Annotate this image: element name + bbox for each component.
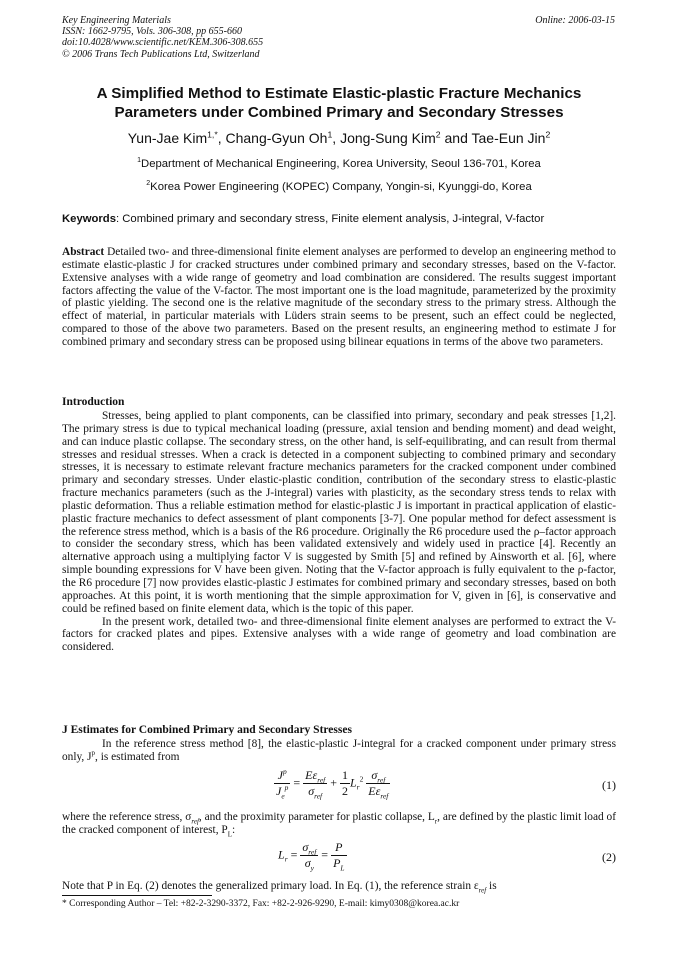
paper-title: A Simplified Method to Estimate Elastic-plastic Fracture Mechanics Parameters under Combined Primary and Secondary Stresses xyxy=(96,85,582,121)
abstract-text: Detailed two- and three-dimensional finite element analyses are performed to develop an engineering method to estimate elastic-plastic J for cracked structures under combined primary and secondary stresses, based on the V-factor. Extensive analyses with a wide range of geometry and load combination are considered. The results suggest important factors affecting the value of the V-factor. The most important one is the load magnitude, parameterized by the proximity of plastic yielding. The second one is the relative magnitude of the secondary stress to the primary stress. Although the effect of material, in particular materials with Lüders strain seems to be present, such an effect could be neglected, compared to those of the above two parameters. Based on the present results, an engineering method to estimate J for combined primary and secondary stress can be proposed using bilinear equations in terms of the above two parameters. xyxy=(62,246,616,348)
author-name: Jong-Sung Kim xyxy=(340,130,436,146)
author-name: Yun-Jae Kim xyxy=(127,130,208,146)
affiliation-2 xyxy=(62,181,616,193)
section-text: : xyxy=(231,823,236,836)
affiliation-sup: 2 xyxy=(146,180,151,188)
author-sup: 1,* xyxy=(207,129,218,140)
keywords-text: : Combined primary and secondary stress, Finite element analysis, J-integral, V-factor xyxy=(116,213,545,225)
footnote: * Corresponding Author – Tel: +82-2-3290-3372, Fax: +82-2-926-9290, E-mail: kimy0308@korea.ac.kr xyxy=(62,899,460,909)
author-list: Yun-Jae Kim$^{1,*}$, Chang-Gyun Oh$^1$, Jong-Sung Kim$^2$ and Tae-Eun Jin$^2$ xyxy=(127,129,551,146)
keywords-label: Keywords xyxy=(62,213,116,225)
section-heading: J Estimates for Combined Primary and Secondary Stresses xyxy=(62,724,352,736)
paragraph: In the present work, detailed two- and three-dimensional finite element analyses are performed to extract the V-factors for cracked plates and pipes. Extensive analyses with a wide range of geometry and load combination are considered. xyxy=(62,615,616,654)
section-sub: L xyxy=(227,830,232,839)
abstract-label: Abstract xyxy=(62,246,105,258)
section-text: In the reference stress method [8], the elastic-plastic J-integral for a cracked component under primary stress only, J xyxy=(62,738,616,763)
section-text: Note that P in Eq. (2) denotes the generalized primary load. In Eq. (1), the reference strain ε xyxy=(62,880,479,892)
header-line: © 2006 Trans Tech Publications Ltd, Switzerland xyxy=(62,48,260,60)
affiliation-1 xyxy=(62,158,616,170)
section-text: , is estimated from xyxy=(95,750,180,763)
header-line: doi:10.4028/www.scientific.net/KEM.306-308.655 xyxy=(62,37,264,49)
section-sub: ref xyxy=(191,817,199,826)
equation-number: (1) xyxy=(602,778,616,792)
section-sub: ref xyxy=(478,886,487,895)
section-sub: r xyxy=(434,817,438,826)
author-sup: 2 xyxy=(435,129,441,140)
online-date: Online: 2006-03-15 xyxy=(535,15,615,26)
introduction-body xyxy=(62,410,616,654)
author-sup: 2 xyxy=(545,129,551,140)
introduction-heading: Introduction xyxy=(62,396,125,408)
author-and: and xyxy=(440,130,472,146)
paragraph: Stresses, being applied to plant components, can be classified into primary, secondary and peak stresses [1,2]. The primary stress is due to typical mechanical loading (pressure, axial tension and bending moment) and dead weight, and can induce plastic collapse. The secondary stress, on the other hand, is self-equilibrating, and can result from thermal stresses and residual stresses. When a crack is detected in a component subjecting to combined primary and secondary stresses, it is necessary to estimate relevant fracture mechanics parameters for the cracked component under combined primary and secondary stresses. Under elastic-plastic condition, contribution of the secondary stress to elastic-plastic fracture mechanics parameters (such as the J-integral) varies with plasticity, as the secondary stress tends to relax with plastic deformation. Thus a reliable estimation method for elastic-plastic J is important in practical application of elastic-plastic fracture mechanics to defect assessment of plant components [3-7]. One popular method for defect assessment is the reference stress method, which is a basis of the R6 procedure. Originally the R6 procedure used the ρ–factor approach to consider the secondary stress, which has been validated extensively and widely used in practice [4]. Recently an alternative approach using a multiplying factor V is suggested by Smith [5] and refined by Ainsworth et al. [6], where simple bounding expressions for V have been given. Noting that the V-factor approach is fully equivalent to the ρ-factor, the R6 procedure [7] now provides elastic-plastic J estimates for combined primary and secondary stresses, based on both approaches. At this point, it is worth mentioning that the simple approximation for V, given in [6], is conservative and could be refined based on finite element data, which is the topic of this paper. xyxy=(62,410,616,615)
section-paragraph xyxy=(62,811,616,837)
equation-number: (2) xyxy=(602,850,616,864)
section-text: is xyxy=(486,880,497,892)
journal-header xyxy=(62,15,263,60)
abstract xyxy=(62,246,616,349)
affiliation-text: Department of Mechanical Engineering, Korea University, Seoul 136-701, Korea xyxy=(141,158,541,170)
header-line: Key Engineering Materials xyxy=(62,15,171,26)
section-paragraph xyxy=(62,738,616,764)
section-paragraph xyxy=(62,880,616,895)
affiliation-sup: 1 xyxy=(137,157,142,165)
header-line: ISSN: 1662-9795, Vols. 306-308, pp 655-660 xyxy=(62,26,242,38)
affiliation-text: Korea Power Engineering (KOPEC) Company, Yongin-si, Kyunggi-do, Korea xyxy=(150,181,532,193)
equation-1-body: $\frac{J^p}{J_e^p}$ = $\frac{E\varepsilon_{ref}}{\sigma_{ref}}$ + $\frac{1}{2}$ $L_r^2$ $\frac{\sigma_{ref}}{E\varepsilon_{ref}}$ xyxy=(276,767,389,801)
section-text: , and the proximity parameter for plastic collapse, L xyxy=(198,811,435,823)
equation-2-body: $L_r$ = $\frac{\sigma_{ref}}{\sigma_y}$ = $\frac{P}{P_L}$ xyxy=(278,840,345,873)
section-text: where the reference stress, σ xyxy=(62,811,192,823)
section-text: , are defined by the plastic limit load of the cracked component of interest, P xyxy=(62,811,616,836)
author-name: Tae-Eun Jin xyxy=(471,130,546,146)
footnote-rule xyxy=(62,895,212,896)
keywords xyxy=(62,213,616,225)
author-name: Chang-Gyun Oh xyxy=(225,130,328,146)
author-sup: 1 xyxy=(327,129,333,140)
section-sup: p xyxy=(91,749,96,758)
